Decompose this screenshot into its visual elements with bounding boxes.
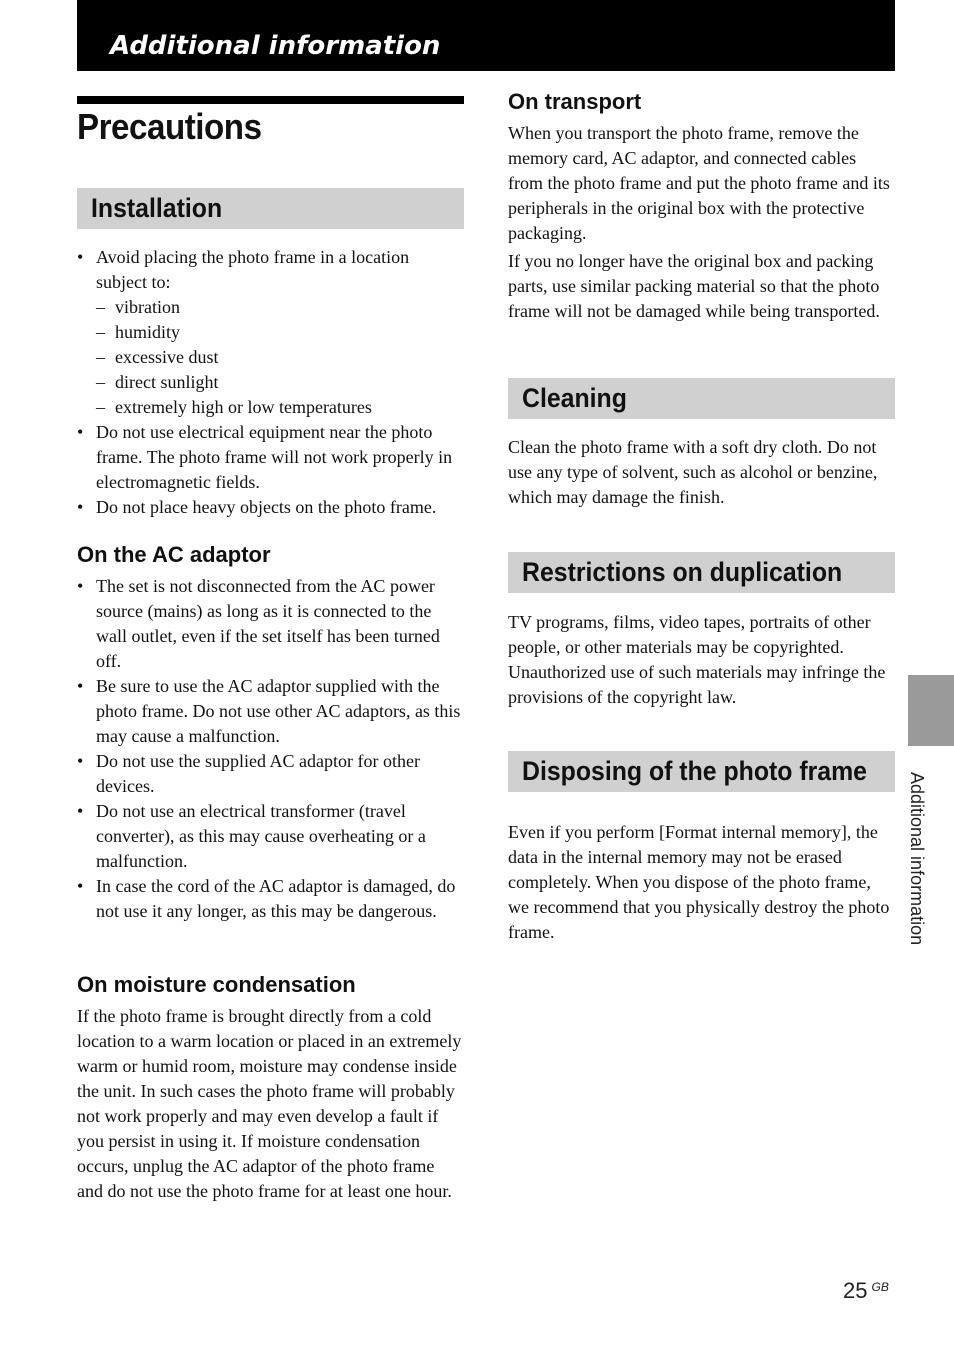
subheading-transport: On transport bbox=[508, 89, 642, 114]
chapter-title: Additional information bbox=[110, 31, 441, 61]
paragraph: When you transport the photo frame, remove the memory card, AC adaptor, and connected cables from the photo frame and put the photo frame and its peripherals in the original box with the protective packaging. bbox=[508, 123, 890, 243]
paragraph: Clean the photo frame with a soft dry cloth. Do not use any type of solvent, such as alcohol or benzine, which may damage the finish. bbox=[508, 437, 878, 507]
sub-list-item: – direct sunlight bbox=[96, 370, 464, 395]
sub-list-item: – excessive dust bbox=[96, 345, 464, 370]
section-installation bbox=[77, 188, 464, 229]
moisture-text-block bbox=[77, 1004, 464, 1204]
installation-list bbox=[77, 245, 464, 520]
sub-list-item: – humidity bbox=[96, 320, 464, 345]
list-item-text: Avoid placing the photo frame in a location subject to: bbox=[96, 247, 410, 292]
list-item: • The set is not disconnected from the AC power source (mains) as long as it is connected to the wall outlet, even if the set itself has been turned off. bbox=[77, 574, 464, 674]
section-cleaning bbox=[508, 378, 895, 419]
section-heading: Installation bbox=[91, 193, 223, 223]
paragraph: If the photo frame is brought directly from a cold location to a warm location or placed in an extremely warm or humid room, moisture may condense inside the unit. In such cases the photo frame will probably not work properly and may even develop a fault if you persist in using it. If moisture condensation occurs, unplug the AC adaptor of the photo frame and do not use the photo frame for at least one hour. bbox=[77, 1006, 462, 1201]
section-disposing bbox=[508, 751, 895, 792]
list-item: • Be sure to use the AC adaptor supplied with the photo frame. Do not use other AC adaptors, as this may cause a malfunction. bbox=[77, 674, 464, 749]
subheading-ac-adaptor: On the AC adaptor bbox=[77, 542, 271, 567]
subheading-moisture: On moisture condensation bbox=[77, 972, 356, 997]
list-item: • Do not use electrical equipment near the photo frame. The photo frame will not work properly in electromagnetic fields. bbox=[77, 420, 464, 495]
paragraph: Even if you perform [Format internal memory], the data in the internal memory may not be erased completely. When you dispose of the photo frame, we recommend that you physically destroy the photo frame. bbox=[508, 822, 890, 942]
cleaning-text-block bbox=[508, 435, 895, 510]
chapter-banner bbox=[77, 0, 895, 71]
section-heading: Cleaning bbox=[522, 383, 627, 413]
disposing-text-block bbox=[508, 820, 895, 945]
side-tab bbox=[905, 772, 935, 972]
sub-list-item: – vibration bbox=[96, 295, 464, 320]
language-code: GB bbox=[871, 1280, 889, 1294]
list-item: • Do not use the supplied AC adaptor for other devices. bbox=[77, 749, 464, 799]
transport-text-block bbox=[508, 121, 895, 324]
side-tab-marker bbox=[908, 675, 954, 746]
list-item: • Do not use an electrical transformer (travel converter), as this may cause overheating or a malfunction. bbox=[77, 799, 464, 874]
ac-adaptor-list bbox=[77, 574, 464, 924]
section-heading: Disposing of the photo frame bbox=[522, 756, 867, 786]
paragraph: TV programs, films, video tapes, portraits of other people, or other materials may be copyrighted. Unauthorized use of such materials may infringe the provisions of the copyright law. bbox=[508, 612, 886, 707]
page-footer bbox=[843, 1278, 889, 1304]
page-title: Precautions bbox=[77, 106, 262, 147]
list-item: • In case the cord of the AC adaptor is damaged, do not use it any longer, as this may be dangerous. bbox=[77, 874, 464, 924]
list-item bbox=[77, 245, 464, 420]
sub-list bbox=[96, 295, 464, 420]
sub-list-item: – extremely high or low temperatures bbox=[96, 395, 464, 420]
section-duplication bbox=[508, 552, 895, 593]
duplication-text-block bbox=[508, 610, 895, 710]
list-item: • Do not place heavy objects on the photo frame. bbox=[77, 495, 464, 520]
page-number: 25 bbox=[843, 1278, 868, 1303]
section-heading: Restrictions on duplication bbox=[522, 557, 843, 587]
side-tab-label: Additional information bbox=[907, 772, 927, 946]
paragraph: If you no longer have the original box and packing parts, use similar packing material so that the photo frame will not be damaged while being transported. bbox=[508, 251, 880, 321]
title-rule bbox=[77, 96, 464, 104]
